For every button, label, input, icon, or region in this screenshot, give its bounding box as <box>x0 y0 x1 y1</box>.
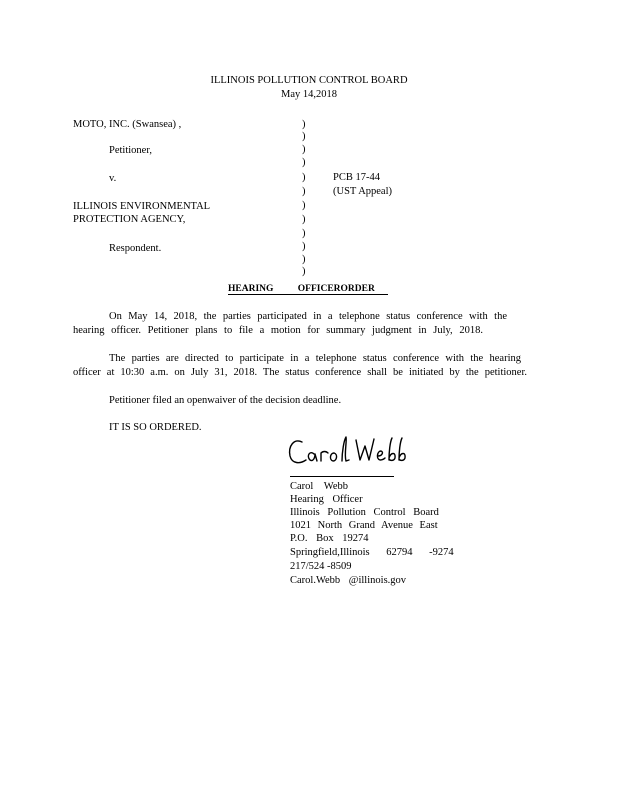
caption-bracket: ) <box>302 228 306 239</box>
order-date: May 14,2018 <box>281 89 337 100</box>
caption-bracket: ) <box>302 254 306 265</box>
signature-line <box>290 476 394 477</box>
caption-bracket: ) <box>302 266 306 277</box>
signer-email: Carol.Webb @illinois.gov <box>290 575 407 586</box>
caption-bracket: ) <box>302 241 306 252</box>
case-type: (UST Appeal) <box>333 186 393 197</box>
order-title-underline <box>228 294 388 295</box>
caption-bracket: ) <box>302 144 306 155</box>
caption-bracket: ) <box>302 172 306 183</box>
signer-po-box: P.O. Box 19274 <box>290 533 369 544</box>
petitioner-name: MOTO, INC. (Swansea) , <box>73 119 182 130</box>
caption-bracket: ) <box>302 157 306 168</box>
so-ordered-line: IT IS SO ORDERED. <box>109 422 202 433</box>
signer-address: 1021 North Grand Avenue East <box>290 520 438 531</box>
case-number: PCB 17-44 <box>333 172 380 183</box>
board-name-heading: ILLINOIS POLLUTION CONTROL BOARD <box>210 75 408 86</box>
respondent-role: Respondent. <box>109 243 162 254</box>
paragraph-2-line-1: The parties are directed to participate in a telephone status conference with the hearing <box>109 353 521 364</box>
paragraph-1-line-2: hearing officer. Petitioner plans to file a motion for summary judgment in July, 2018. <box>73 325 483 336</box>
signer-organization: Illinois Pollution Control Board <box>290 507 439 518</box>
handwritten-signature <box>286 432 416 472</box>
signer-name: Carol Webb <box>290 481 348 492</box>
caption-bracket: ) <box>302 214 306 225</box>
caption-bracket: ) <box>302 131 306 142</box>
signer-title: Hearing Officer <box>290 494 363 505</box>
caption-bracket: ) <box>302 186 306 197</box>
order-title: HEARING OFFICERORDER <box>228 284 375 294</box>
versus-label: v. <box>109 173 117 184</box>
caption-bracket: ) <box>302 119 306 130</box>
paragraph-1-line-1: On May 14, 2018, the parties participated in a telephone status conference with the <box>109 311 507 322</box>
respondent-name-line1: ILLINOIS ENVIRONMENTAL <box>73 201 211 212</box>
respondent-name-line2: PROTECTION AGENCY, <box>73 214 186 225</box>
signer-phone: 217/524 -8509 <box>290 561 352 572</box>
petitioner-role: Petitioner, <box>109 145 153 156</box>
signer-city-state-zip: Springfield,Illinois 62794 -9274 <box>290 547 454 558</box>
paragraph-3: Petitioner filed an openwaiver of the decision deadline. <box>109 395 342 406</box>
paragraph-2-line-2: officer at 10:30 a.m. on July 31, 2018. The status conference shall be initiated by the petitioner. <box>73 367 527 378</box>
caption-bracket: ) <box>302 200 306 211</box>
